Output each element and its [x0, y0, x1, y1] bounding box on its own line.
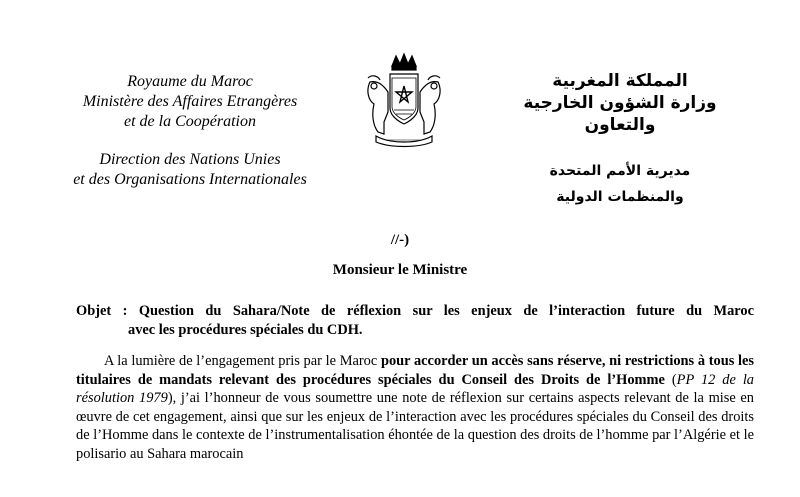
- moroccan-coat-of-arms-icon: [362, 52, 446, 148]
- ministry-name-ar-line1: وزارة الشؤون الخارجية: [523, 93, 717, 113]
- body-paragraph: [76, 352, 754, 464]
- subject-line-1: [76, 302, 754, 321]
- body-text-part5: ), j’ai l’honneur de vous soumettre une note de réflexion sur certains aspects relevant de la mise en œuvre de cet engagement, ainsi que sur les enjeux de l’interaction avec les procédures spéciales du Conseil des droits de l’Homme dans le contexte de l’instrumentalisation éhontée de la question des droits de l’homme par l’Algérie et le polisario au Sahara marocain: [76, 390, 754, 462]
- letterhead-right: [500, 70, 740, 208]
- direction-name-fr-line1: Direction des Nations Unies: [99, 151, 281, 168]
- body-text-citation: PP 12 de la résolution 1979: [76, 371, 755, 407]
- direction-name-fr-line2: et des Organisations Internationales: [73, 171, 307, 188]
- ministry-name-fr-line1: Ministère des Affaires Etrangères: [82, 93, 298, 110]
- subject-text-line2: avec les procédures spéciales du CDH.: [128, 322, 363, 338]
- ministry-name-ar-line2: والتعاون: [584, 115, 656, 135]
- direction-name-ar-line1: مديرية الأمم المتحدة: [549, 163, 691, 179]
- ministry-name-fr-line2: et de la Coopération: [124, 113, 256, 130]
- body-text-emphasis: pour accorder un accès sans réserve, ni restrictions à tous les titulaires de mandats relevant des procédures spéciales du Conseil des Droits de l’Homme: [76, 353, 754, 388]
- kingdom-name-fr: Royaume du Maroc: [127, 73, 253, 90]
- kingdom-name-ar: المملكة المغربية: [552, 71, 688, 91]
- body-text-part1: A la lumière de l’engagement pris par le Maroc: [104, 353, 381, 369]
- salutation: Monsieur le Ministre: [332, 262, 468, 278]
- subject-label: Objet :: [76, 303, 128, 319]
- subject-block: [76, 302, 754, 340]
- letterhead-left: [40, 72, 340, 190]
- reference-number: //-): [390, 232, 410, 248]
- direction-name-ar-line2: والمنظمات الدولية: [556, 189, 684, 205]
- subject-text-line1: Question du Sahara/Note de réflexion sur les enjeux de l’interaction future du Maroc: [138, 303, 754, 319]
- body-text-part3: (: [664, 371, 677, 388]
